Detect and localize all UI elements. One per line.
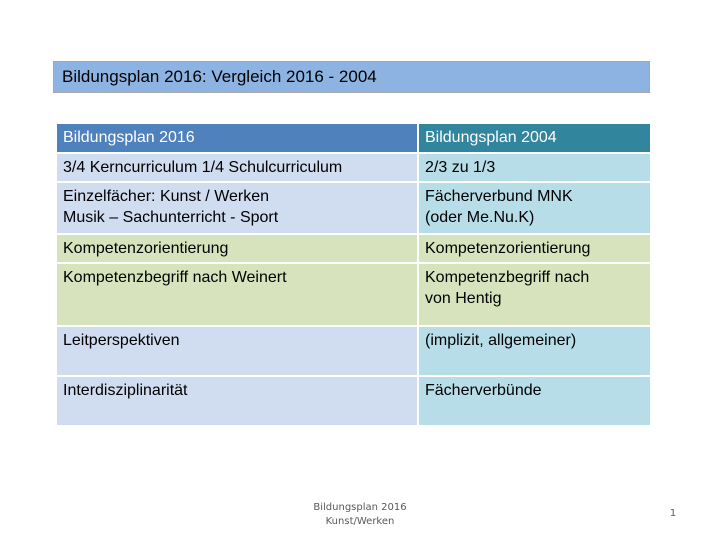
cell-2004 [418,263,651,326]
cell-2016 [56,182,418,234]
cell-line: (oder Me.Nu.K) [425,209,535,226]
table-header-row [56,123,651,153]
cell-line: Musik – Sachunterricht - Sport [63,209,279,226]
slide-title: Bildungsplan 2016: Vergleich 2016 - 2004 [62,67,377,86]
footer-line: Kunst/Werken [325,516,395,527]
cell-2004: Kompetenzorientierung [418,234,651,263]
slide-title-bar [53,61,650,93]
cell-line: Einzelfächer: Kunst / Werken [63,188,270,205]
page-number: 1 [669,508,677,519]
table-row [56,326,651,376]
cell-2016: Kompetenzbegriff nach Weinert [56,263,418,326]
cell-2004 [418,182,651,234]
cell-line: von Hentig [425,290,502,307]
table-row [56,263,651,326]
cell-2016: 3/4 Kerncurriculum 1/4 Schulcurriculum [56,153,418,182]
table-row [56,234,651,263]
header-cell-2016: Bildungsplan 2016 [56,123,418,153]
header-cell-2004: Bildungsplan 2004 [418,123,651,153]
table-row [56,182,651,234]
cell-line: Kompetenzbegriff nach [425,269,590,286]
cell-2016: Leitperspektiven [56,326,418,376]
cell-2004: (implizit, allgemeiner) [418,326,651,376]
table-row [56,153,651,182]
slide-footer [300,501,420,529]
cell-2016: Interdisziplinarität [56,376,418,426]
cell-2016: Kompetenzorientierung [56,234,418,263]
comparison-table [55,122,652,427]
footer-line: Bildungsplan 2016 [313,502,407,513]
table-row [56,376,651,426]
cell-line: Fächerverbund MNK [425,188,573,205]
cell-2004: 2/3 zu 1/3 [418,153,651,182]
cell-2004: Fächerverbünde [418,376,651,426]
